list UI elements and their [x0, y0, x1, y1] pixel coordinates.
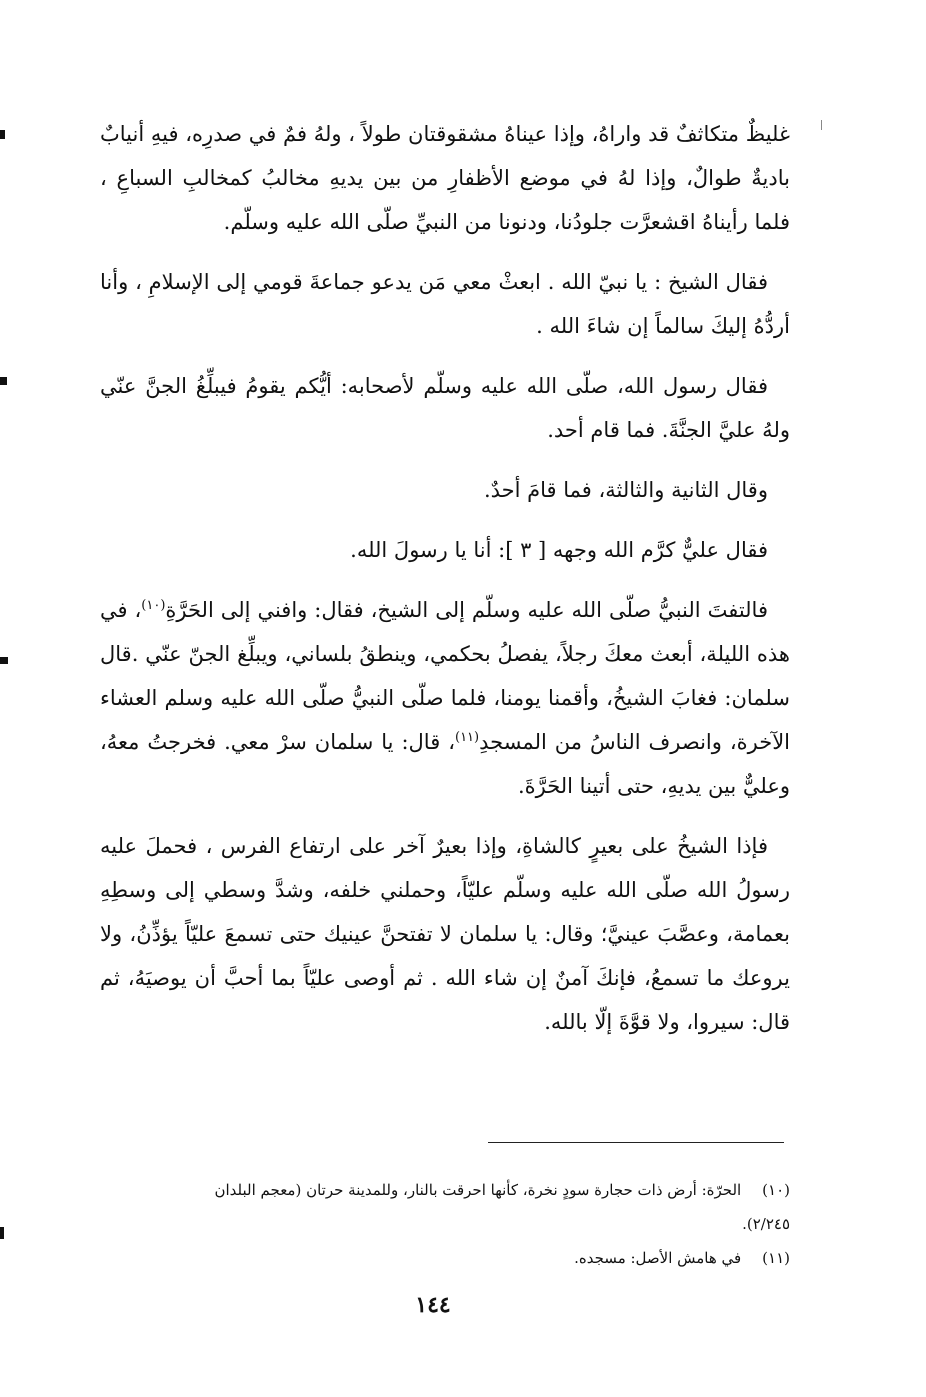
- paragraph: [100, 824, 790, 1044]
- footnote-divider: [488, 1142, 784, 1143]
- scan-mark: [0, 377, 7, 385]
- footnote-text: في هامش الأصل: مسجده.: [574, 1249, 742, 1267]
- paragraph: [100, 364, 790, 452]
- text-line: ، قال: يا سلمان: [314, 730, 455, 754]
- text-line: ويبلِّغ الجنّ عنّي .قال سلمان: فغابَ الشيخُ، وأقمنا يومنا، فلما صلّى النبيُّ صلّى: [100, 642, 790, 710]
- footnote-text: ٢/٢٤٥).: [742, 1215, 790, 1233]
- footnote: [100, 1241, 790, 1275]
- text-line: غليظٌ متكاثفٌ قد واراهُ، وإذا عيناهُ مشقوقتان طولاً ، ولهُ فمٌ في صدرِه، فيهِ أنيابٌ: [100, 122, 790, 146]
- text-line: وقال الثانية والثالثة، فما قامَ أحدٌ.: [483, 478, 768, 502]
- text-line: سرْ معي. فخرجتُ معهُ، وعليٌّ بين يديهِ، حتى أتينا الحَرَّةَ.: [100, 730, 790, 798]
- scan-mark: [0, 657, 8, 664]
- footnote-ref: (١٠): [141, 598, 166, 613]
- text-line: وأنا أردُّهُ إليكَ سالماً إن شاءَ الله .: [100, 270, 790, 338]
- text-line: عنّي ولهُ عليَّ الجنَّةَ. فما قام أحد.: [100, 374, 790, 442]
- text-line: فقال الشيخ : يا نبيّ الله . ابعثْ معي مَن يدعو جماعةَ قومي إلى الإسلامِ ،: [135, 270, 768, 294]
- text-line: الحَرَّةِ: [165, 598, 214, 622]
- paragraph: [100, 260, 790, 348]
- text-line: عليه رسولُ الله صلّى الله عليه وسلّم عليّاً، وحملني خلفه، وشدَّ وسطي إلى وسطِهِ: [100, 834, 790, 902]
- scan-mark: [0, 130, 5, 139]
- paragraph: [100, 588, 790, 808]
- text-line: فالتفتَ النبيُّ صلّى الله عليه وسلّم إلى الشيخ، فقال: وافني إلى: [220, 598, 768, 622]
- paragraph: [100, 468, 790, 512]
- scan-mark: [0, 1227, 4, 1239]
- footnote-continuation: [100, 1207, 790, 1241]
- paragraph: [100, 112, 790, 244]
- text-line: ثم قال: سيروا، ولا قوَّةَ إلّا بالله.: [100, 966, 790, 1034]
- footnote-ref: (١١): [454, 730, 480, 745]
- scan-mark: [821, 120, 822, 130]
- paragraph: [100, 528, 790, 572]
- page-number: ١٤٤: [415, 1292, 451, 1318]
- text-line: بعمامة، وعصَّبَ عينيَّ؛ وقال: يا سلمان لا تفتحنَّ عينيك حتى تسمعَ عليّاً يؤذِّنُ،: [129, 922, 790, 946]
- text-line: ، في هذه الليلة، أبعث معكَ رجلاً، يفصلُ بحكمي، وينطقُ بلساني،: [100, 598, 790, 666]
- footnote: [100, 1173, 790, 1207]
- text-line: الله عليه وسلم العشاء الآخرة، وانصرف الناسُ من المسجدِ: [100, 686, 791, 754]
- text-line: فقال عليٌّ كرَّم الله وجهه [ ٣ ]: أنا يا رسولَ الله.: [350, 538, 768, 562]
- text-line: باديةٌ طوالٌ، وإذا لهُ في موضع الأظفارِ من بين يديهِ مخالبُ كمخالبِ السباعِ ،: [100, 166, 790, 190]
- footnote-number: (١١): [762, 1249, 790, 1267]
- footnotes: [100, 1173, 790, 1275]
- footnote-text: الحرّة: أرض ذات حجارة سودٍ نخرة، كأنها احرقت بالنار، وللمدينة حرتان (معجم البلدان: [214, 1181, 742, 1199]
- text-line: فقال رسول الله، صلّى الله عليه وسلّم لأصحابه: أيُّكم يقومُ فيبلِّغُ الجنَّ: [145, 374, 768, 398]
- text-line: فإذا الشيخُ على بعيرٍ كالشاةِ، وإذا بعيرٌ آخر على ارتفاع الفرس ، فحملَ: [145, 834, 768, 858]
- footnote-number: (١٠): [762, 1181, 790, 1199]
- text-line: فلما رأيناهُ اقشعرَّت جلودُنا، ودنونا من النبيِّ صلّى الله عليه وسلّم.: [223, 210, 790, 234]
- main-text: [100, 112, 790, 1060]
- text-line: ولا يروعك ما تسمعُ، فإنكَ آمنٌ إن شاء الله . ثم أوصى عليّاً بما أحبَّ أن يوصيَهُ،: [100, 922, 790, 990]
